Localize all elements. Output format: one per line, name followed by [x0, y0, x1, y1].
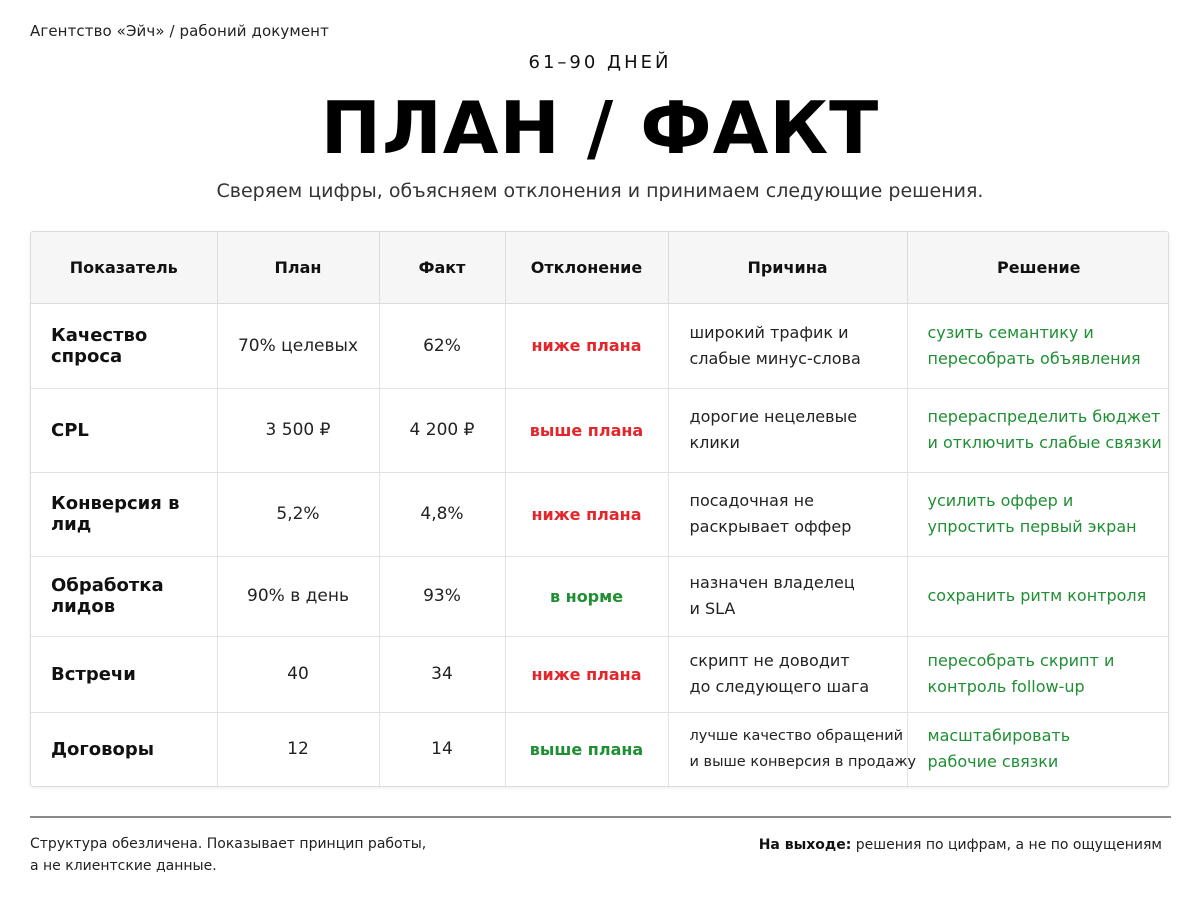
- reason-line: дорогие нецелевые: [689, 407, 858, 426]
- footnote-line: Структура обезличена. Показывает принцип работы,: [30, 836, 427, 852]
- reason-cell: [668, 712, 917, 786]
- period-label: 61–90 ДНЕЙ: [528, 52, 672, 73]
- breadcrumb: Агентство «Эйч» / рабоний документ: [30, 22, 329, 40]
- page-title: ПЛАН / ФАКТ: [320, 86, 880, 170]
- decision-line: пересобрать объявления: [927, 348, 1141, 368]
- reason-line: скрипт не доводит: [689, 651, 850, 670]
- reason-line: раскрывает оффер: [689, 517, 852, 536]
- deviation-cell: в норме: [505, 556, 668, 636]
- decision-cell: [907, 556, 1169, 636]
- decision-cell: [907, 636, 1169, 712]
- column-header-decision: Решение: [907, 232, 1169, 303]
- reason-cell: [668, 636, 907, 712]
- decision-cell: [907, 712, 1169, 786]
- decision-line: контроль follow-up: [927, 677, 1085, 696]
- footnote-line: а не клиентские данные.: [30, 858, 217, 874]
- metric-cell: Качество спроса: [31, 303, 217, 388]
- reason-line: до следующего шага: [689, 677, 870, 696]
- reason-cell: [668, 472, 907, 556]
- decision-line: перераспределить бюджет: [927, 407, 1161, 426]
- plan-cell: 5,2%: [217, 472, 379, 556]
- plan-fact-table: [30, 231, 1169, 787]
- decision-cell: [907, 303, 1169, 388]
- output-summary: [759, 837, 1162, 853]
- column-header-metric: Показатель: [31, 232, 217, 303]
- column-header-fact: Факт: [379, 232, 505, 303]
- metric-cell: CPL: [31, 388, 217, 472]
- table-row: [31, 388, 1169, 472]
- reason-line: лучше качество обращений: [689, 728, 904, 745]
- decision-line: сохранить ритм контроля: [927, 586, 1147, 605]
- deviation-cell: выше плана: [505, 388, 668, 472]
- decision-cell: [907, 388, 1169, 472]
- decision-line: масштабировать: [927, 726, 1071, 746]
- page-subtitle: Сверяем цифры, объясняем отклонения и принимаем следующие решения.: [216, 180, 984, 202]
- reason-line: посадочная не: [689, 491, 814, 510]
- plan-cell: 90% в день: [217, 556, 379, 636]
- table-row: [31, 636, 1169, 712]
- column-header-reason: Причина: [668, 232, 907, 303]
- metric-cell: Договоры: [31, 712, 217, 786]
- decision-line: пересобрать скрипт и: [927, 651, 1115, 670]
- decision-cell: [907, 472, 1169, 556]
- plan-cell: 3 500 ₽: [217, 388, 379, 472]
- reason-line: клики: [689, 433, 740, 452]
- metric-cell: Конверсия в лид: [31, 472, 217, 556]
- column-header-deviation: Отклонение: [505, 232, 668, 303]
- table-row: [31, 472, 1169, 556]
- plan-cell: 40: [217, 636, 379, 712]
- fact-cell: 14: [379, 712, 505, 786]
- deviation-cell: ниже плана: [505, 636, 668, 712]
- reason-cell: [668, 303, 907, 388]
- reason-line: слабые минус-слова: [689, 348, 861, 368]
- output-text: решения по цифрам, а не по ощущениям: [855, 837, 1162, 853]
- table-row: [31, 303, 1169, 388]
- output-label: На выходе:: [758, 837, 852, 853]
- reason-line: широкий трафик и: [689, 322, 849, 342]
- reason-cell: [668, 556, 907, 636]
- deviation-cell: ниже плана: [505, 303, 668, 388]
- footer-divider: [30, 816, 1171, 818]
- metric-cell: Встречи: [31, 636, 217, 712]
- plan-cell: 70% целевых: [217, 303, 379, 388]
- decision-line: сузить семантику и: [927, 322, 1094, 342]
- reason-line: назначен владелец: [689, 573, 855, 592]
- metric-cell: Обработка лидов: [31, 556, 217, 636]
- reason-line: и выше конверсия в продажу: [689, 754, 917, 771]
- table-row: [31, 556, 1169, 636]
- table-row: [31, 712, 1169, 786]
- footnote: [30, 833, 426, 877]
- column-header-plan: План: [217, 232, 379, 303]
- reason-cell: [668, 388, 907, 472]
- decision-line: упростить первый экран: [927, 517, 1137, 536]
- plan-cell: 12: [217, 712, 379, 786]
- fact-cell: 4,8%: [379, 472, 505, 556]
- fact-cell: 62%: [379, 303, 505, 388]
- table-header-row: [31, 232, 1169, 303]
- reason-line: и SLA: [689, 599, 736, 618]
- fact-cell: 34: [379, 636, 505, 712]
- decision-line: и отключить слабые связки: [927, 433, 1162, 452]
- decision-line: рабочие связки: [927, 752, 1059, 772]
- fact-cell: 4 200 ₽: [379, 388, 505, 472]
- fact-cell: 93%: [379, 556, 505, 636]
- decision-line: усилить оффер и: [927, 491, 1074, 510]
- deviation-cell: ниже плана: [505, 472, 668, 556]
- deviation-cell: выше плана: [505, 712, 668, 786]
